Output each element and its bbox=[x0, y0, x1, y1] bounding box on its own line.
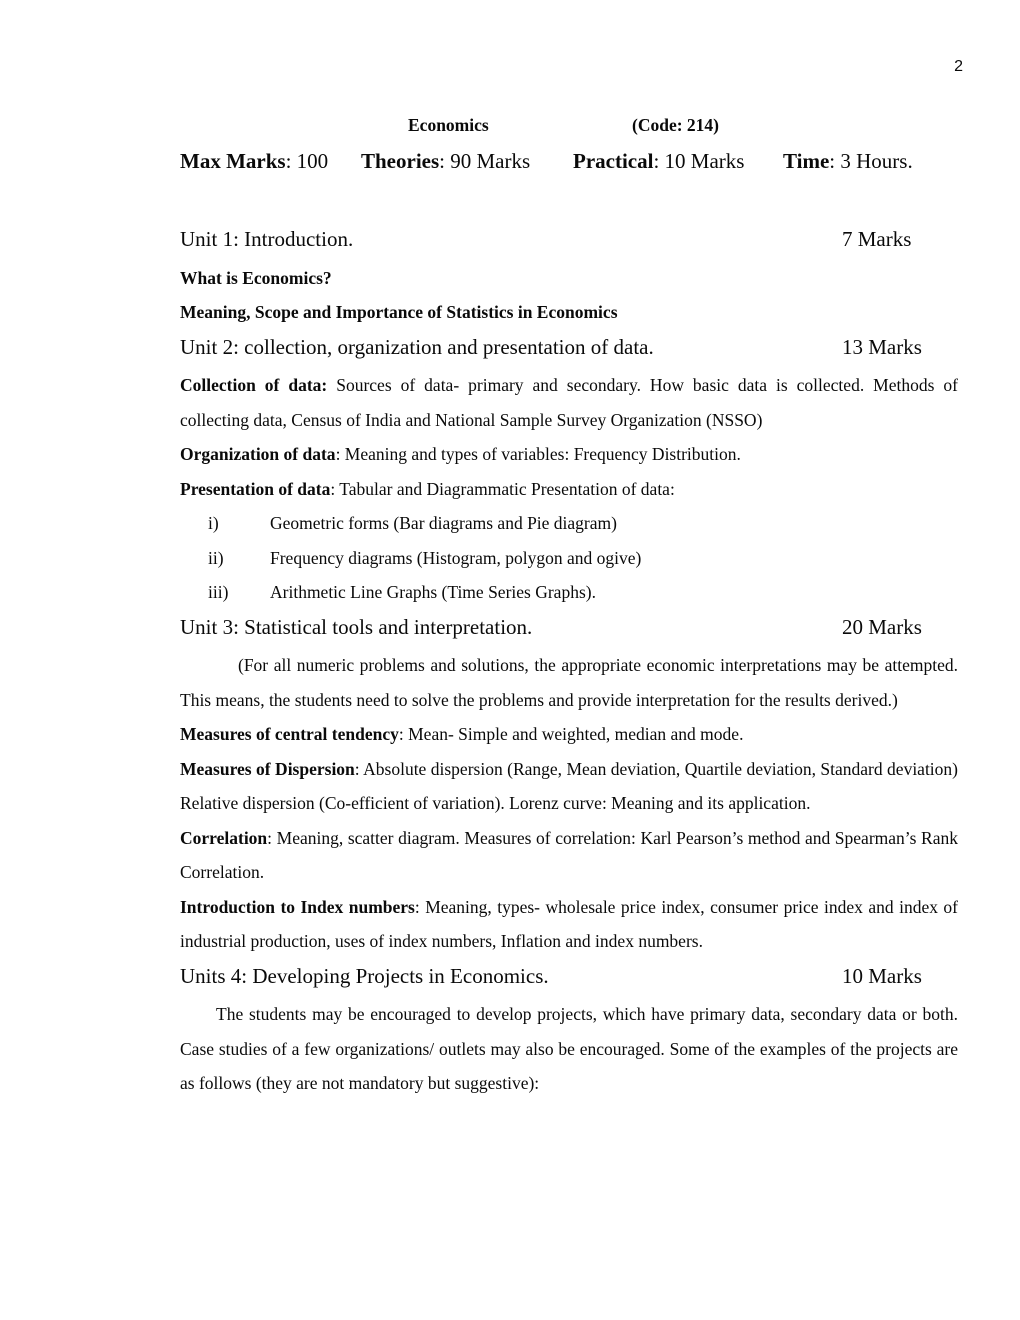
marks-segment bbox=[361, 143, 530, 179]
marks-label: Theories bbox=[361, 149, 440, 173]
body-text: : Meaning, types- wholesale price index, consumer price index and index of industrial production, uses of index numbers, Inflation and index numbers. bbox=[180, 896, 959, 951]
topic-label: Correlation bbox=[180, 827, 268, 848]
paragraph bbox=[180, 437, 958, 472]
body-text: (For all numeric problems and solutions, the appropriate economic interpretations may be attempted. This means, the students need to solve the problems and provide interpretation for the results derived.) bbox=[180, 655, 958, 710]
marks-value: : 100 bbox=[285, 149, 329, 173]
unit-title: Unit 1: Introduction. bbox=[180, 227, 354, 251]
topic-label: Measures of central tendency bbox=[180, 724, 399, 744]
marks-value: : 90 Marks bbox=[439, 149, 531, 173]
content-blocks bbox=[180, 222, 958, 1101]
unit-title: Unit 3: Statistical tools and interpretation. bbox=[180, 614, 533, 639]
paragraph bbox=[180, 890, 958, 959]
paragraph bbox=[180, 472, 958, 507]
topic-line: Meaning, Scope and Importance of Statistics in Economics bbox=[180, 302, 618, 322]
paragraph bbox=[180, 821, 958, 890]
paragraph bbox=[180, 648, 958, 717]
unit-heading bbox=[180, 222, 958, 257]
list-item bbox=[180, 575, 958, 610]
body-text: Sources of data- primary and secondary. How basic data is collected. Methods of collecting data, Census of India and National Sample Survey Organization (NSSO) bbox=[180, 375, 958, 430]
list-text: Arithmetic Line Graphs (Time Series Graphs). bbox=[270, 582, 596, 602]
body-text: : Meaning and types of variables: Frequency Distribution. bbox=[335, 444, 741, 464]
unit-marks: 7 Marks bbox=[842, 227, 912, 251]
marks-segment bbox=[573, 143, 744, 179]
unit-marks: 10 Marks bbox=[842, 963, 922, 988]
marks-summary-line bbox=[180, 143, 958, 179]
list-item bbox=[180, 541, 958, 576]
list-marker: i) bbox=[208, 513, 219, 533]
course-header bbox=[180, 108, 958, 143]
body-text: : Absolute dispersion (Range, Mean deviation, Quartile deviation, Standard deviation) Relative dispersion (Co-efficient of variation). Lorenz curve: Meaning and its application. bbox=[180, 758, 958, 813]
marks-label: Max Marks bbox=[180, 149, 286, 173]
course-code: (Code: 214) bbox=[632, 115, 719, 135]
unit-heading bbox=[180, 959, 958, 994]
unit-title: Units 4: Developing Projects in Economics. bbox=[180, 963, 549, 988]
page-number: 2 bbox=[954, 58, 963, 75]
list-marker: iii) bbox=[208, 582, 229, 602]
marks-segment bbox=[783, 143, 913, 179]
unit-heading bbox=[180, 330, 958, 365]
paragraph bbox=[180, 717, 958, 752]
topic-label: Presentation of data bbox=[180, 478, 331, 499]
topic-label: Collection of data: bbox=[180, 375, 337, 395]
marks-segment bbox=[180, 143, 328, 179]
list-text: Frequency diagrams (Histogram, polygon and ogive) bbox=[270, 547, 642, 568]
topic-line: What is Economics? bbox=[180, 267, 332, 288]
body-text: : Tabular and Diagrammatic Presentation of data: bbox=[330, 478, 675, 499]
body-text: : Mean- Simple and weighted, median and mode. bbox=[398, 724, 744, 744]
body-text: The students may be encouraged to develop projects, which have primary data, secondary data or both. Case studies of a few organizations/ outlets may also be encouraged. Some of the examples of the projects are as follows (they are not mandatory but suggestive): bbox=[180, 1004, 958, 1093]
paragraph bbox=[180, 997, 958, 1101]
course-title: Economics bbox=[408, 115, 489, 135]
unit-title: Unit 2: collection, organization and presentation of data. bbox=[180, 334, 654, 359]
unit-marks: 13 Marks bbox=[842, 334, 922, 359]
marks-label: Time bbox=[783, 149, 830, 173]
unit-marks: 20 Marks bbox=[842, 614, 922, 639]
topic-label: Introduction to Index numbers bbox=[180, 896, 415, 917]
paragraph bbox=[180, 368, 958, 437]
topic-label: Measures of Dispersion bbox=[180, 758, 355, 779]
marks-value: : 3 Hours. bbox=[829, 149, 913, 173]
body-text: : Meaning, scatter diagram. Measures of correlation: Karl Pearson’s method and Spearman’s Rank Correlation. bbox=[180, 827, 958, 882]
list-marker: ii) bbox=[208, 547, 224, 568]
marks-value: : 10 Marks bbox=[653, 149, 745, 173]
list-text: Geometric forms (Bar diagrams and Pie diagram) bbox=[270, 513, 617, 533]
marks-label: Practical bbox=[573, 149, 654, 173]
paragraph bbox=[180, 752, 958, 821]
list-item bbox=[180, 506, 958, 541]
topic-label: Organization of data bbox=[180, 444, 336, 464]
unit-heading bbox=[180, 610, 958, 645]
